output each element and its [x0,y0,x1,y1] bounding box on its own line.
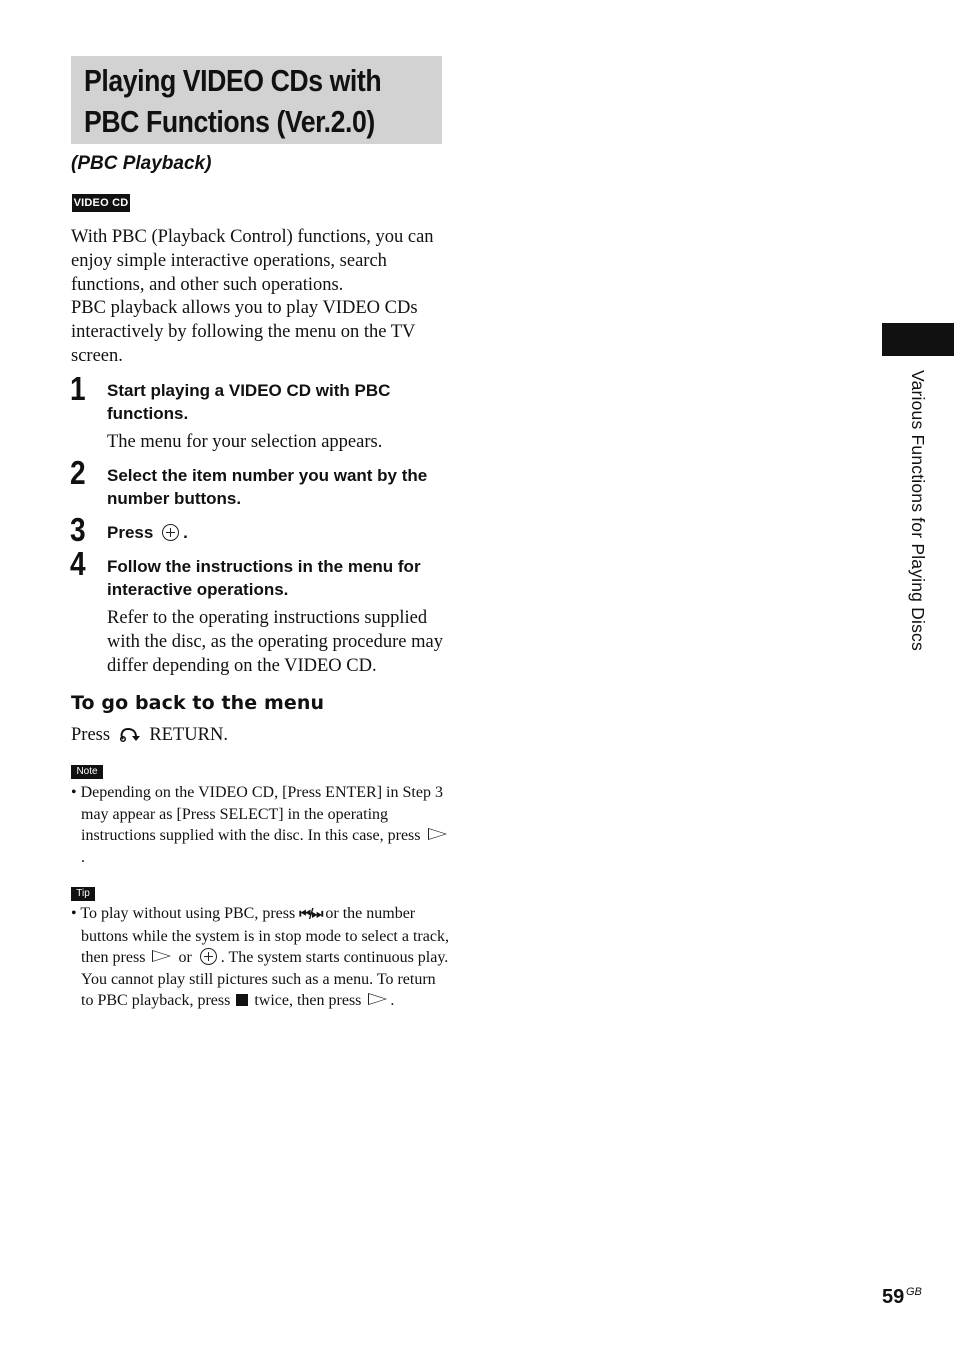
tip-text-6: . [390,992,395,1009]
tip-item [71,903,451,1012]
title-line-2: PBC Functions (Ver.2.0) [84,104,375,139]
step-3-press-label: Press [107,523,154,542]
enter-circle-plus-icon [200,948,217,965]
tip-text-5: twice, then press [254,992,362,1009]
enter-circle-plus-icon [162,524,179,541]
step-1-heading: Start playing a VIDEO CD with PBC functions. [107,381,391,423]
step-2-number: 2 [70,454,86,491]
page-number: 59 [882,1286,905,1308]
step-1-body: The menu for your selection appears. [107,432,383,452]
step-3-number: 3 [70,511,86,548]
title-line-1: Playing VIDEO CDs with [84,63,382,98]
intro-paragraph-2: PBC playback allows you to play VIDEO CDs interactively by following the menu on the TV screen. [71,298,418,366]
play-triangle-icon [428,828,447,840]
tip-text-1: To play without using PBC, press [80,905,296,922]
title-box [71,56,442,144]
play-triangle-icon [152,950,171,962]
go-back-instruction [71,723,228,747]
step-4-number: 4 [70,545,86,582]
step-3-heading [107,522,447,545]
section-tab-label: Various Functions for Playing Discs [908,370,928,651]
step-4-heading: Follow the instructions in the menu for interactive operations. [107,557,421,599]
video-cd-badge: VIDEO CD [72,194,130,212]
tip-text-2: or the number buttons while the system is in stop mode to select a track, then press [81,905,449,966]
intro-text [71,226,446,369]
return-arrow-icon [118,725,142,743]
intro-paragraph-1: With PBC (Playback Control) functions, you can enjoy simple interactive operations, search functions, and other such operations. [71,227,434,295]
note-bullet: • [71,784,77,801]
return-button-label: RETURN. [149,725,228,745]
page-title [84,60,381,142]
note-badge: Note [71,765,103,779]
note-text: Depending on the VIDEO CD, [Press ENTER] in Step 3 may appear as [Press SELECT] in the operating instructions supplied with the disc. In this case, press [80,784,443,844]
step-1-number: 1 [70,370,86,407]
tip-text-3: or [178,949,192,966]
tip-badge: Tip [71,887,95,901]
page-subtitle: (PBC Playback) [71,153,212,174]
page-number-suffix: GB [906,1286,922,1298]
note-period: . [81,848,85,866]
step-3-period: . [183,523,188,542]
go-back-press-label: Press [71,725,111,745]
step-4-body: Refer to the operating instructions supplied with the disc, as the operating procedure may differ depending on the VIDEO CD. [107,608,443,676]
step-2-heading: Select the item number you want by the number buttons. [107,466,428,508]
section-tab-marker [882,323,954,356]
tip-bullet: • [71,905,77,922]
tip-text-4: . The system starts continuous play. You cannot play still pictures such as a menu. To return to PBC playback, press [81,949,449,1009]
go-back-heading: To go back to the menu [71,692,325,714]
note-item [71,782,451,868]
play-triangle-icon [368,993,387,1005]
stop-square-icon [236,994,248,1006]
prev-next-icon: ⏮/⏭ [299,907,322,922]
